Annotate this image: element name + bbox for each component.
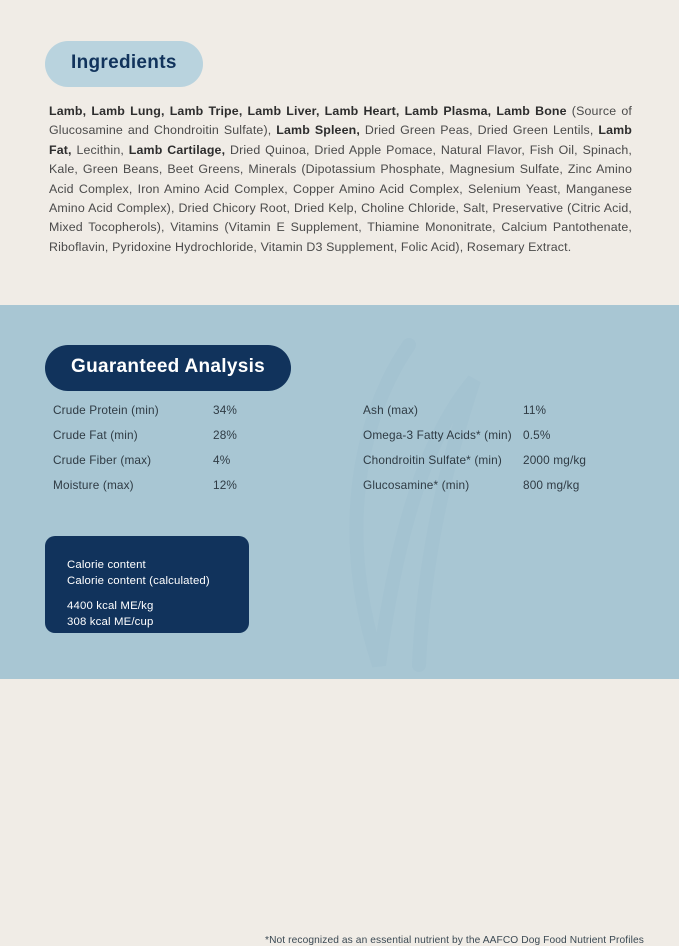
calorie-line-4: 308 kcal ME/cup [67, 615, 154, 628]
ga-label: Crude Protein (min) [53, 403, 159, 417]
leaf-decoration-icon [259, 335, 559, 675]
ga-footnote: *Not recognized as an essential nutrient by the AAFCO Dog Food Nutrient Profiles [265, 935, 644, 946]
ga-label: Chondroitin Sulfate* (min) [363, 453, 502, 467]
ingredients-heading: Ingredients [45, 41, 203, 87]
calorie-spacer [67, 589, 249, 599]
ga-left-column [53, 403, 323, 503]
ga-value: 12% [213, 478, 238, 492]
ingredients-part-4: Dried Quinoa, Dried Apple Pomace, Natural Flavor, Fish Oil, Spinach, Kale, Green Beans, Beet Greens, Minerals (Dipotassium Phosphate, Magnesium Sulfate, Zinc Amino Acid Complex, Iron Amino Acid Complex, Copper Amino Acid Complex, Selenium Yeast, Manganese Amino Acid Complex), Dried Chicory Root, Dried Kelp, Choline Chloride, Salt, Preservative (Citric Acid, Mixed Tocopherols), Vitamins (Vitamin E Supplement, Thiamine Mononitrate, Calcium Pantothenate, Riboflavin, Pyridoxine Hydrochloride, Vitamin D3 Supplement, Folic Acid), Rosemary Extract. [49, 142, 632, 254]
ingredients-section [0, 0, 679, 305]
ga-label: Ash (max) [363, 403, 419, 417]
ga-value: 4% [213, 453, 231, 467]
calorie-line-3: 4400 kcal ME/kg [67, 600, 154, 612]
ingredients-text [49, 102, 632, 257]
ga-value: 28% [213, 428, 238, 442]
table-row [53, 428, 323, 453]
guaranteed-analysis-table [53, 403, 633, 503]
ingredients-bold-3: Lamb Fat, [49, 123, 633, 157]
ingredients-part-3: Lecithin, [71, 142, 129, 157]
guaranteed-analysis-heading: Guaranteed Analysis [45, 345, 291, 391]
ga-value: 0.5% [523, 428, 551, 442]
ga-label: Crude Fat (min) [53, 428, 138, 442]
ingredients-bold-1: Lamb, Lamb Lung, Lamb Tripe, Lamb Liver, Lamb Heart, Lamb Plasma, Lamb Bone [49, 104, 567, 118]
ga-value: 800 mg/kg [523, 478, 580, 492]
ingredients-bold-2: Lamb Spleen, [276, 123, 360, 138]
ga-value: 34% [213, 403, 238, 417]
ga-value: 11% [523, 403, 547, 417]
table-row [363, 453, 633, 478]
table-row [363, 403, 633, 428]
table-row [363, 478, 633, 503]
table-row [363, 428, 633, 453]
table-row [53, 453, 323, 478]
ingredients-part-2: Dried Green Peas, Dried Green Lentils, [359, 123, 599, 138]
calorie-line-2: Calorie content (calculated) [67, 574, 210, 587]
table-row [53, 403, 323, 428]
ga-label: Omega-3 Fatty Acids* (min) [363, 428, 512, 442]
ingredients-bold-4: Lamb Cartilage, [128, 142, 226, 157]
calorie-line-1: Calorie content [67, 559, 146, 571]
ga-right-column [363, 403, 633, 503]
ga-label: Crude Fiber (max) [53, 453, 152, 467]
ga-value: 2000 mg/kg [523, 453, 587, 467]
ga-label: Moisture (max) [53, 478, 134, 492]
table-row [53, 478, 323, 503]
ingredients-part-1: (Source of Glucosamine and Chondroitin Sulfate), [49, 104, 632, 138]
ga-label: Glucosamine* (min) [363, 478, 470, 492]
calorie-content-box [45, 536, 249, 633]
